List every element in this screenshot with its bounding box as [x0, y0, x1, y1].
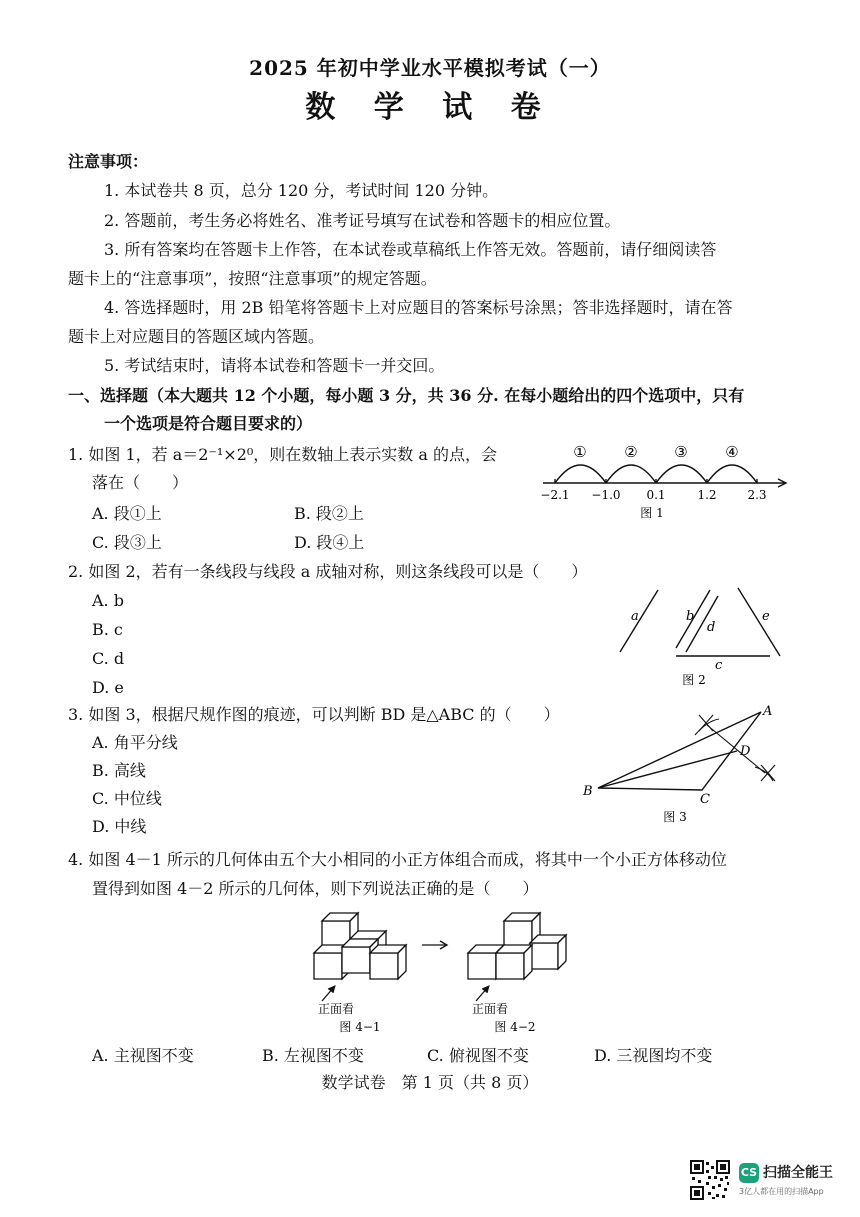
q4-option-b: B. 左视图不变: [262, 1046, 364, 1065]
exam-title: 2025 年初中学业水平模拟考试（一）: [249, 56, 611, 80]
tick-label-2: −1.0: [591, 488, 621, 502]
segment-e: [738, 588, 780, 656]
page-footer: 数学试卷 第 1 页（共 8 页）: [321, 1073, 539, 1092]
notice-item-2: 2. 答题前，考生务必将姓名、准考证号填写在试卷和答题卡的相应位置。: [104, 211, 621, 230]
segment-label-4: ④: [725, 443, 739, 461]
q4-option-a: A. 主视图不变: [92, 1046, 194, 1065]
tick-label-3: 0.1: [646, 488, 666, 502]
q3-option-c: C. 中位线: [92, 789, 162, 808]
notice-heading: 注意事项：: [68, 152, 149, 171]
notice-item-4-line1: 4. 答选择题时，用 2B 铅笔将答题卡上对应题目的答案标号涂黑；答非选择题时，请在答: [104, 298, 733, 317]
construction-cross-bottom: [761, 765, 775, 781]
q4-stem-line2: 置得到如图 4－2 所示的几何体，则下列说法正确的是（ ）: [92, 879, 539, 898]
label-a: a: [631, 609, 639, 624]
tick-label-4: 1.2: [697, 488, 717, 502]
q2-option-c: C. d: [92, 649, 125, 668]
figure-4-solids: [300, 905, 580, 1035]
figure-2-segments: [610, 582, 790, 692]
construction-line: [707, 725, 765, 773]
front-label-2: 正面看: [472, 1002, 509, 1016]
segment-a: [620, 590, 658, 652]
figure-1-caption: 图 1: [640, 506, 664, 520]
tick-label-1: −2.1: [540, 488, 570, 502]
transform-arrow-icon: [422, 941, 447, 949]
label-A: A: [763, 704, 773, 719]
q1-stem-line2: 落在（ ）: [92, 473, 189, 492]
segment-label-3: ③: [674, 443, 688, 461]
camscanner-logo-icon: CS: [739, 1163, 759, 1183]
notice-item-3-line1: 3. 所有答案均在答题卡上作答，在本试卷或草稿纸上作答无效。答题前，请仔细阅读答: [104, 240, 717, 259]
label-d: d: [707, 620, 716, 635]
q4-stem-line1: 4. 如图 4－1 所示的几何体由五个大小相同的小正方体组合而成，将其中一个小正方体移动位: [68, 850, 727, 869]
q2-option-d: D. e: [92, 678, 124, 697]
notice-item-1: 1. 本试卷共 8 页，总分 120 分，考试时间 120 分钟。: [104, 181, 499, 200]
label-c: c: [715, 658, 723, 673]
label-b: b: [686, 609, 695, 624]
figure-3-caption: 图 3: [663, 810, 687, 824]
q1-option-a: A. 段①上: [92, 504, 162, 523]
exam-subtitle: 数 学 试 卷: [305, 90, 555, 125]
label-e: e: [762, 609, 770, 624]
q4-option-d: D. 三视图均不变: [594, 1046, 713, 1065]
q3-stem: 3. 如图 3，根据尺规作图的痕迹，可以判断 BD 是△ABC 的（ ）: [68, 705, 560, 724]
figure-2-caption: 图 2: [682, 673, 706, 687]
q1-stem-line1: 1. 如图 1，若 a＝2⁻¹×2⁰，则在数轴上表示实数 a 的点，会: [68, 445, 497, 464]
notice-item-5: 5. 考试结束时，请将本试卷和答题卡一并交回。: [104, 356, 445, 375]
q3-option-d: D. 中线: [92, 817, 147, 836]
label-D: D: [740, 744, 751, 759]
q3-option-b: B. 高线: [92, 761, 146, 780]
notice-item-3-line2: 题卡上的“注意事项”，按照“注意事项”的规定答题。: [68, 269, 437, 288]
construction-cross-top: [699, 715, 713, 731]
q1-option-c: C. 段③上: [92, 533, 162, 552]
section1-heading-line2: 一个选项是符合题目要求的）: [104, 414, 313, 433]
notice-item-4-line2: 题卡上对应题目的答题区域内答题。: [68, 327, 325, 346]
figure-4-1-cubes: [314, 913, 406, 979]
section1-heading: 一、选择题（本大题共 12 个小题，每小题 3 分，共 36 分. 在每小题给出的四个选项中，只有: [68, 386, 745, 405]
front-view-arrow-2: [476, 986, 489, 1001]
watermark-tagline: 3亿人都在用的扫描App: [739, 1187, 824, 1196]
q2-stem: 2. 如图 2，若有一条线段与线段 a 成轴对称，则这条线段可以是（ ）: [68, 562, 588, 581]
q2-option-a: A. b: [92, 591, 124, 610]
q4-option-c: C. 俯视图不变: [427, 1046, 529, 1065]
segment-label-1: ①: [573, 443, 587, 461]
q3-option-a: A. 角平分线: [92, 733, 178, 752]
qr-code-icon: [690, 1160, 730, 1200]
figure-1-number-line: [535, 435, 795, 525]
watermark-brand: 扫描全能王: [763, 1165, 833, 1181]
figure-4-1-caption: 图 4−1: [339, 1020, 381, 1034]
q1-option-b: B. 段②上: [294, 504, 364, 523]
q1-option-d: D. 段④上: [294, 533, 365, 552]
front-label-1: 正面看: [318, 1002, 355, 1016]
figure-3-triangle: [575, 695, 795, 830]
front-view-arrow-1: [322, 986, 335, 1001]
tick-label-5: 2.3: [747, 488, 767, 502]
figure-4-2-cubes: [468, 913, 566, 979]
figure-4-2-caption: 图 4−2: [494, 1020, 536, 1034]
label-C: C: [700, 792, 710, 807]
segment-bd: [598, 751, 737, 788]
segment-label-2: ②: [624, 443, 638, 461]
label-B: B: [583, 784, 593, 799]
q2-option-b: B. c: [92, 620, 123, 639]
